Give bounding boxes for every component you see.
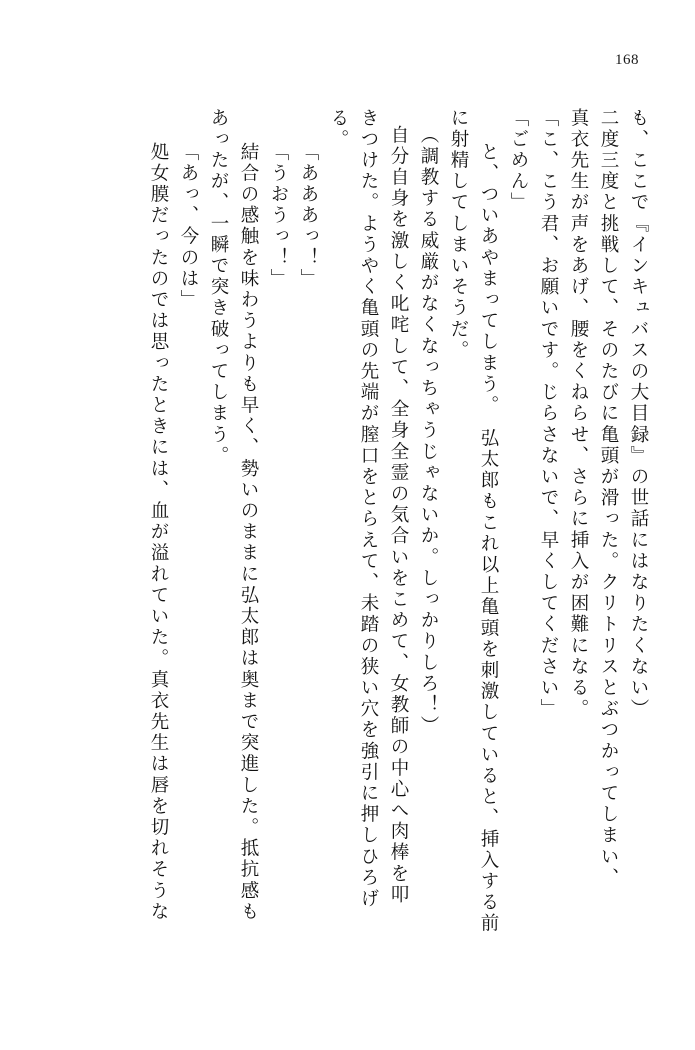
vertical-body-text <box>52 108 647 992</box>
text-line: も、ここで『インキュバスの大目録』の世話にはなりたくない） <box>628 108 649 720</box>
text-line: 真衣先生が声をあげ、腰をくねらせ、さらに挿入が困難になる。 <box>568 108 589 720</box>
text-line: 自分自身を激しく叱咤して、全身全霊の気合いをこめて、女教師の中心へ肉棒を叩 <box>388 125 409 906</box>
text-line: る。 <box>328 108 349 151</box>
text-line: 「うおうっ！」 <box>268 142 289 290</box>
text-line: 「あっ、今のは」 <box>178 142 199 311</box>
text-line: 処女膜だったのでは思ったときには、血が溢れていた。真衣先生は唇を切れそうな <box>148 142 169 923</box>
text-line: 「あああっ！」 <box>298 142 319 290</box>
text-line: 「ごめん」 <box>508 108 529 214</box>
text-line: 「こ、こう君、お願いです。じらさないで、早くしてください」 <box>538 108 559 720</box>
text-line: に射精してしまいそうだ。 <box>448 108 469 362</box>
text-line: あったが、一瞬で突き破ってしまう。 <box>208 108 229 467</box>
page-number: 168 <box>615 52 639 68</box>
text-line: 二度三度と挑戦して、そのたびに亀頭が滑った。クリトリスとぶつかってしまい、 <box>598 108 619 889</box>
text-line: きつけた。ようやく亀頭の先端が膣口をとらえて、未踏の狭い穴を強引に押しひろげ <box>358 108 379 910</box>
text-line: と、ついあやまってしまう。 弘太郎もこれ以上亀頭を刺激していると、挿入する前 <box>478 142 499 935</box>
text-line: 結合の感触を味わうよりも早く、勢いのままに弘太郎は奥まで突進した。抵抗感も <box>238 142 259 923</box>
text-line: （調教する威厳がなくなっちゃうじゃないか。しっかりしろ！） <box>418 125 439 737</box>
